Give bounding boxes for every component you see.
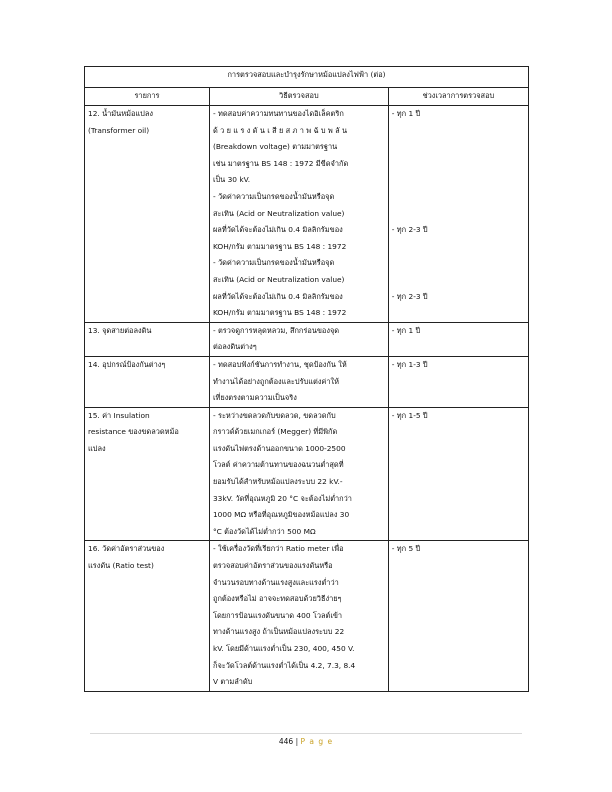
item-text: 12. น้ำมันหม้อแปลง [88, 109, 154, 118]
frequency-cell [388, 541, 528, 691]
method-text: °C ต้องวัดได้ไม่ต่ำกว่า 500 MΩ [212, 526, 316, 536]
method-text: - วัดค่าความเป็นกรดของน้ำมันหรือจุด [212, 258, 335, 268]
table-row [85, 407, 529, 541]
frequency-text: - ทุก 1-5 ปี [391, 410, 428, 420]
method-text: เที่ยงตรงตามความเป็นจริง [212, 393, 297, 403]
method-text: ทางด้านแรงสูง ถ้าเป็นหม้อแปลงระบบ 22 [212, 627, 345, 637]
item-text: 14. อุปกรณ์ป้องกันต่างๆ [88, 359, 166, 369]
item-cell [85, 106, 210, 323]
method-text: - ตรวจดูการหลุดหลวม, สึกกร่อนของจุด [212, 325, 340, 335]
item-text: แปลง [88, 443, 106, 453]
header-frequency: ช่วงเวลาการตรวจสอบ [388, 88, 528, 106]
frequency-cell [388, 407, 528, 541]
method-text: KOH/กรัม ตามมาตรฐาน BS 148 : 1972 [212, 308, 347, 318]
item-text: แรงดัน (Ratio test) [88, 561, 154, 571]
method-text: สะเทิน (Acid or Neutralization value) [212, 208, 345, 218]
method-text: ตรวจสอบค่าอัตราส่วนของแรงดันหรือ [212, 561, 333, 571]
footer-separator: | [295, 737, 299, 746]
item-cell [85, 356, 210, 407]
method-text: ยอมรับได้สำหรับหม้อแปลงระบบ 22 kV.- [212, 477, 343, 487]
method-text: kV. โดยมีด้านแรงต่ำเป็น 230, 400, 450 V. [212, 644, 355, 653]
method-text: KOH/กรัม ตามมาตรฐาน BS 148 : 1972 [212, 241, 347, 251]
table-body [85, 106, 529, 692]
frequency-text: - ทุก 1 ปี [391, 109, 421, 118]
frequency-text: - ทุก 1-3 ปี [391, 359, 428, 369]
method-text: - ทดสอบค่าความทนทานของไดอิเล็คตริก [212, 109, 344, 118]
method-text: (Breakdown voltage) ตามมาตรฐาน [212, 142, 338, 152]
method-text: โดยการป้อนแรงดันขนาด 400 โวลต์เข้า [212, 610, 343, 620]
method-text: ต่อลงดินต่างๆ [212, 342, 257, 352]
method-text: เป็น 30 kV. [212, 175, 251, 185]
method-cell [209, 106, 388, 323]
method-text: กราวด์ด้วยเมกเกอร์ (Megger) ที่มีพิกัด [212, 427, 338, 437]
method-text: สะเทิน (Acid or Neutralization value) [212, 274, 345, 284]
item-cell [85, 322, 210, 356]
method-text: เช่น มาตรฐาน BS 148 : 1972 มีขีดจำกัด [212, 158, 349, 168]
page-label: P a g e [300, 737, 334, 746]
page-number: 446 [278, 737, 294, 746]
frequency-text: - ทุก 2-3 ปี [391, 225, 428, 235]
header-method: วิธีตรวจสอบ [209, 88, 388, 106]
item-cell [85, 541, 210, 691]
method-cell [209, 322, 388, 356]
item-text: 13. จุดสายต่อลงดิน [88, 325, 152, 335]
method-text: แรงดันไฟตรงด้านออกขนาด 1000-2500 [212, 443, 346, 453]
method-text: ทำงานได้อย่างถูกต้องและปรับแต่งค่าให้ [212, 376, 340, 386]
method-text: จำนวนรอบทางด้านแรงสูงและแรงต่ำว่า [212, 577, 339, 587]
item-text: resistance ของขดลวดหม้อ [88, 427, 179, 437]
maintenance-table [84, 66, 529, 692]
item-text: (Transformer oil) [88, 125, 150, 135]
frequency-text: - ทุก 1 ปี [391, 325, 421, 335]
method-text: ผลที่วัดได้จะต้องไม่เกิน 0.4 มิลลิกรัมของ [212, 225, 343, 235]
frequency-cell [388, 356, 528, 407]
table-row [85, 106, 529, 323]
method-text: - วัดค่าความเป็นกรดของน้ำมันหรือจุด [212, 191, 335, 201]
table-header-row [85, 88, 529, 106]
frequency-cell [388, 106, 528, 323]
table-row [85, 322, 529, 356]
method-cell [209, 407, 388, 541]
page-footer [0, 737, 612, 747]
method-cell [209, 541, 388, 691]
table-title: การตรวจสอบและบำรุงรักษาหม้อแปลงไฟฟ้า (ต่อ) [85, 67, 529, 88]
frequency-text: - ทุก 2-3 ปี [391, 291, 428, 301]
header-item: รายการ [85, 88, 210, 106]
method-text: ก็จะวัดโวลต์ด้านแรงต่ำได้เป็น 4.2, 7.3, 8.4 [212, 660, 356, 670]
method-text: - ระหว่างขดลวดกับขดลวด, ขดลวดกับ [212, 410, 336, 420]
method-text: ผลที่วัดได้จะต้องไม่เกิน 0.4 มิลลิกรัมของ [212, 291, 343, 301]
method-cell [209, 356, 388, 407]
method-text: - ใช้เครื่องวัดที่เรียกว่า Ratio meter เพื่อ [212, 544, 344, 554]
method-text: V ตามลำดับ [212, 677, 253, 687]
table-title-row [85, 67, 529, 88]
method-text: 33kV. วัดที่อุณหภูมิ 20 °C จะต้องไม่ต่ำกว่า [212, 493, 352, 503]
item-cell [85, 407, 210, 541]
table-row [85, 356, 529, 407]
footer-divider [90, 733, 522, 734]
method-text: โวลต์ ค่าความต้านทานของฉนวนต่ำสุดที่ [212, 460, 344, 470]
method-text: 1000 MΩ หรือที่อุณหภูมิของหม้อแปลง 30 [212, 510, 350, 520]
item-text: 15. ค่า Insulation [88, 410, 150, 420]
item-text: 16. วัดค่าอัตราส่วนของ [88, 544, 165, 554]
frequency-text: - ทุก 5 ปี [391, 544, 421, 554]
method-text: ถูกต้องหรือไม่ อาจจะทดสอบด้วยวิธีง่ายๆ [212, 594, 342, 604]
table-row [85, 541, 529, 691]
method-text: ด้ ว ย แ ร ง ดั น เ สี ย ส ภ า พ ฉั บ พ ลั น [212, 125, 348, 135]
frequency-cell [388, 322, 528, 356]
method-text: - ทดสอบฟังก์ชันการทำงาน, ชุดป้องกัน ให้ [212, 359, 347, 369]
